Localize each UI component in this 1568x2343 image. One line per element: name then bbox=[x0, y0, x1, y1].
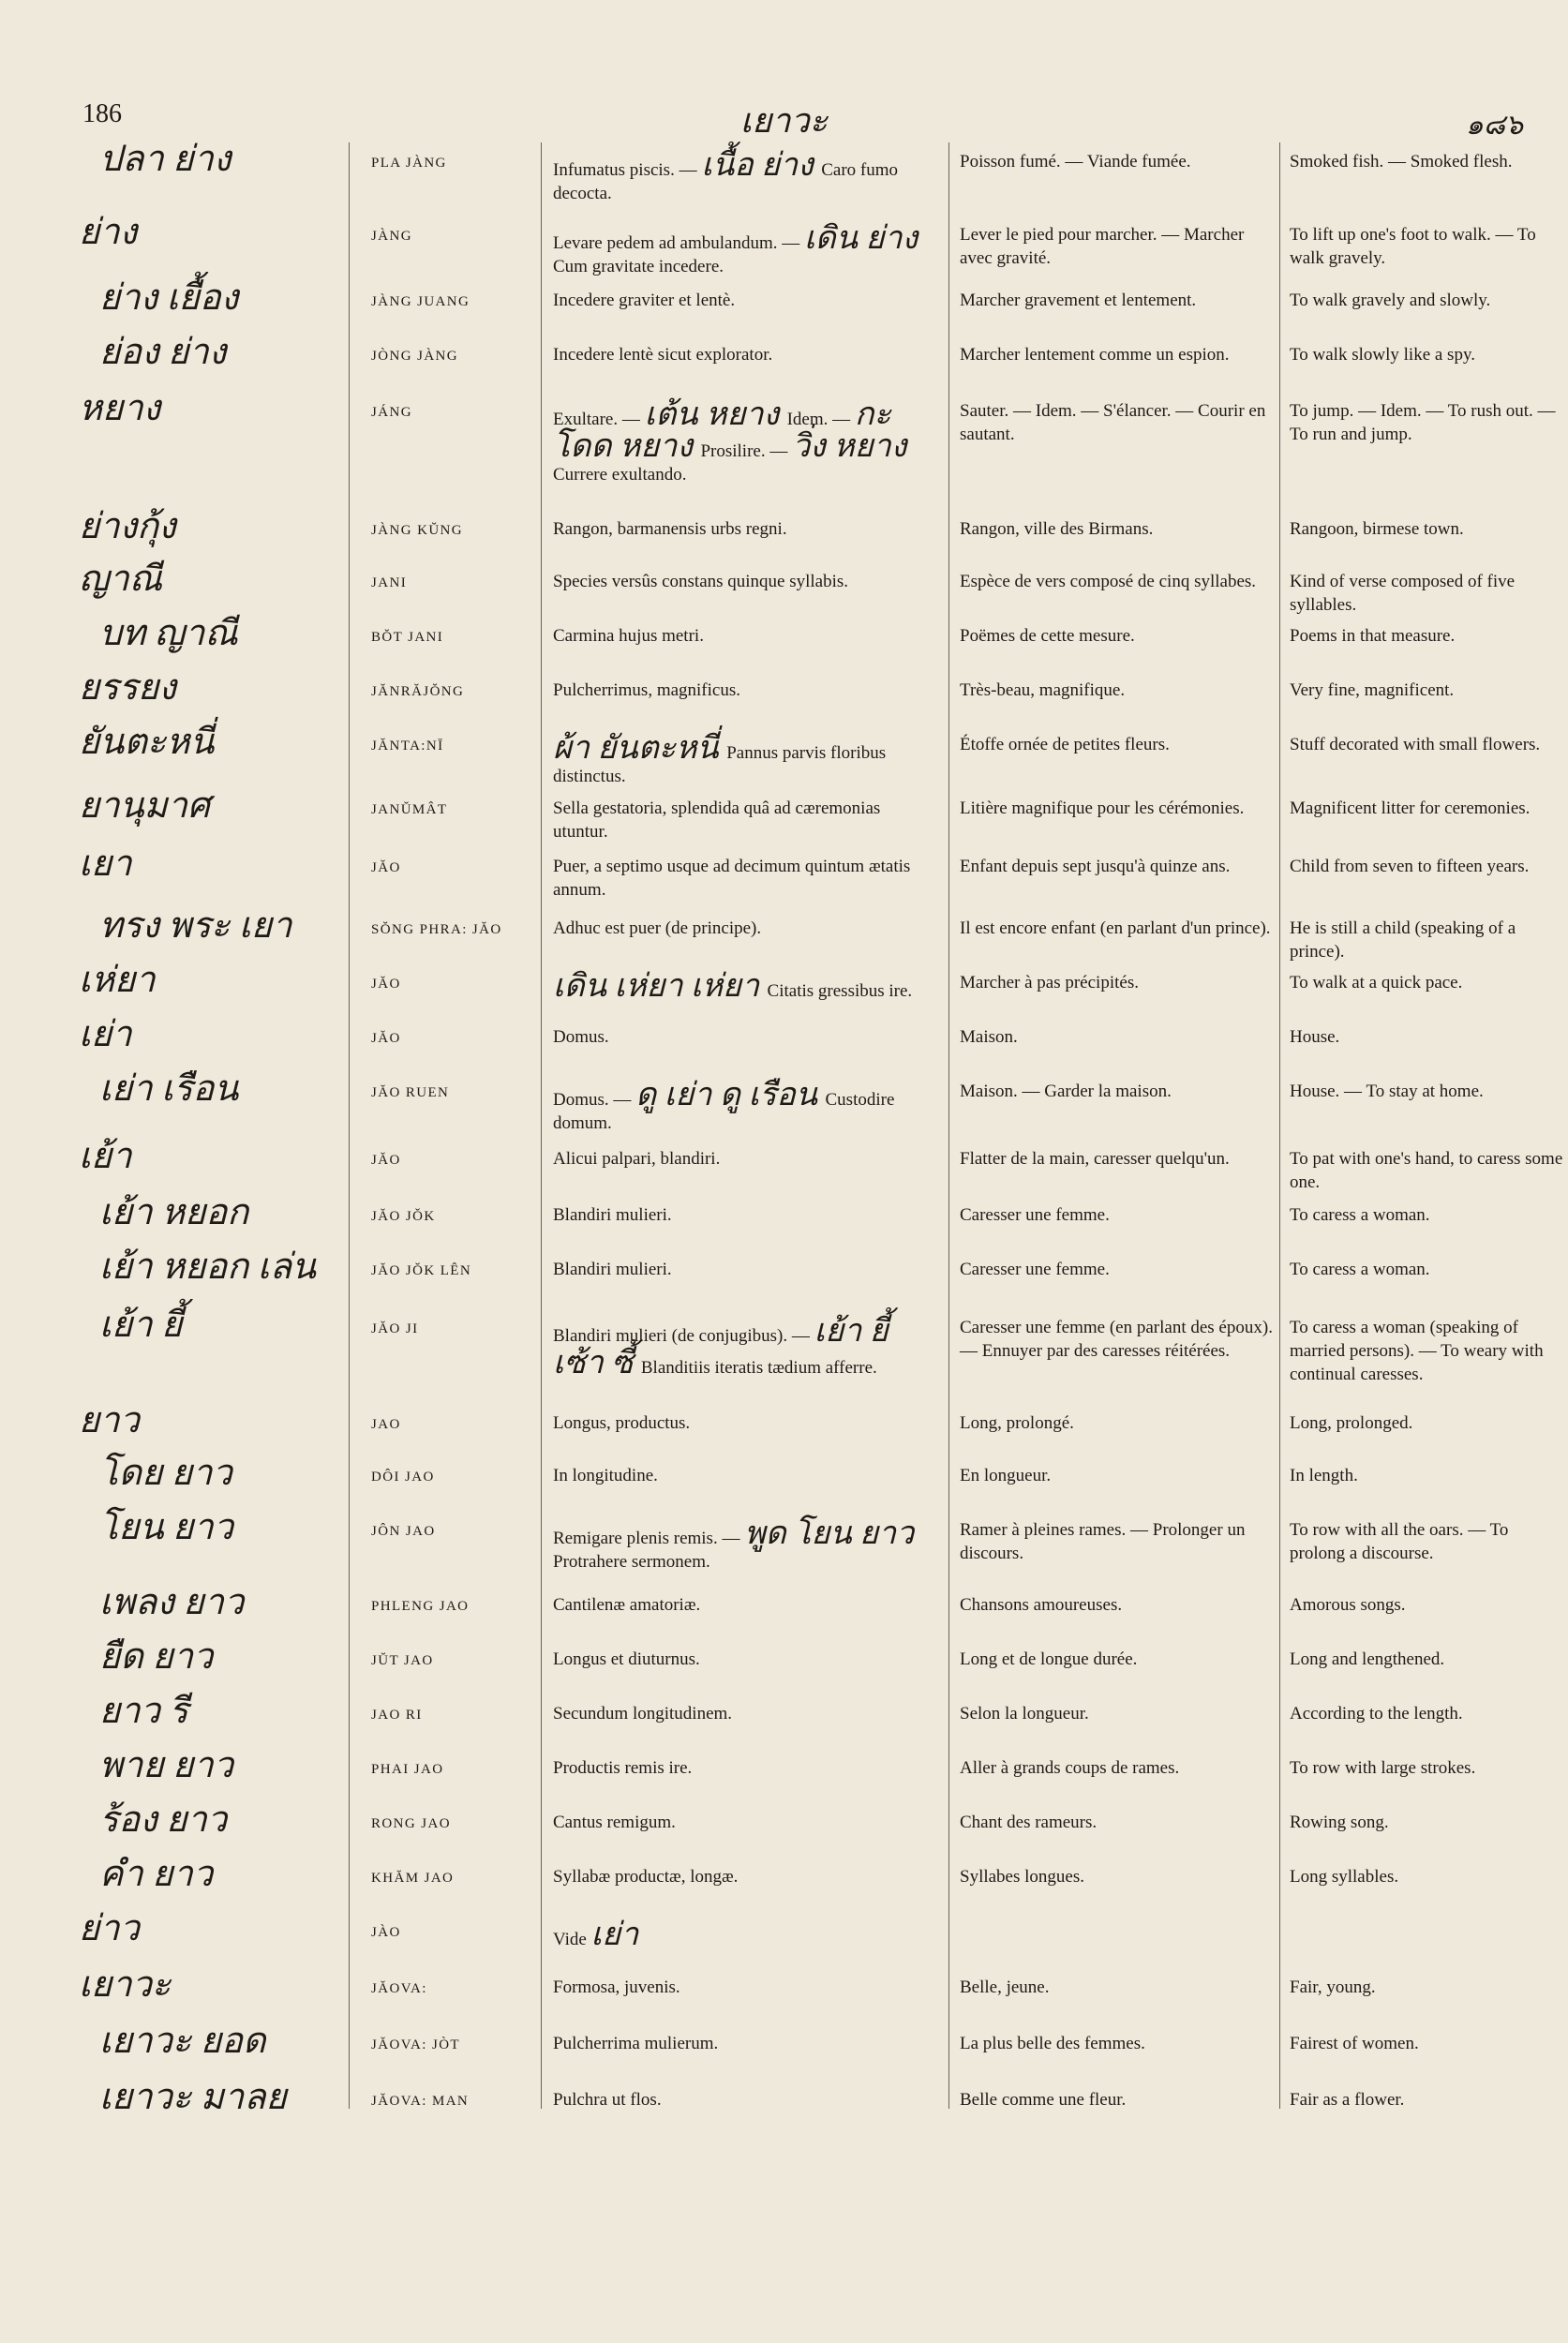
entry-french: En longueur. bbox=[960, 1466, 1052, 1485]
entry-latin: Rangon, barmanensis urbs regni. bbox=[553, 519, 787, 539]
entry-latin: Pulchra ut flos. bbox=[553, 2090, 662, 2110]
entry-latin: Secundum longitudinem. bbox=[553, 1704, 733, 1724]
entry-romanization: JAO RI bbox=[371, 1708, 423, 1723]
entry-latin: Puer, a septimo usque ad decimum quintum ætatis annum. bbox=[553, 857, 911, 900]
entry-latin: Remigare plenis remis. — พูด โยน ยาว Protrahere sermonem. bbox=[553, 1516, 915, 1572]
entry-romanization: JĂO JŎK LÊN bbox=[371, 1263, 472, 1278]
entry-headword: โดย ยาว bbox=[99, 1454, 232, 1493]
entry-english: To walk gravely and slowly. bbox=[1290, 291, 1491, 310]
entry-english: Rangoon, birmese town. bbox=[1290, 519, 1464, 539]
entry-romanization: JÀNG KŬNG bbox=[371, 523, 464, 538]
entry-english: To caress a woman. bbox=[1290, 1205, 1430, 1225]
entry-romanization: KHĂM JAO bbox=[371, 1871, 455, 1886]
inline-thai-word: วิ่ง หยาง bbox=[792, 429, 907, 464]
entry-french: Caresser une femme. bbox=[960, 1260, 1110, 1279]
entry-headword: ย่างกุ้ง bbox=[79, 507, 176, 546]
entry-french: Caresser une femme. bbox=[960, 1205, 1110, 1225]
entry-romanization: JANI bbox=[371, 575, 408, 590]
entry-french: Marcher gravement et lentement. bbox=[960, 291, 1197, 310]
entry-english: Child from seven to fifteen years. bbox=[1290, 857, 1530, 876]
entry-headword: เยาวะ bbox=[79, 1965, 172, 2005]
inline-thai-word: เย้า ยี้ เซ้า ซี้ bbox=[553, 1314, 889, 1380]
entry-english: To row with large strokes. bbox=[1290, 1758, 1476, 1778]
entry-french: Enfant depuis sept jusqu'à quinze ans. bbox=[960, 857, 1231, 876]
entry-headword: เย้า หยอก bbox=[99, 1193, 249, 1232]
entry-english: To lift up one's foot to walk. — To walk gravely. bbox=[1290, 225, 1536, 268]
entry-french: Étoffe ornée de petites fleurs. bbox=[960, 735, 1170, 754]
entry-romanization: JĂO bbox=[371, 977, 401, 992]
entry-headword: ทรง พระ เยา bbox=[99, 906, 292, 946]
entry-headword: โยน ยาว bbox=[99, 1508, 234, 1547]
entry-romanization: JĂNTA:NĪ bbox=[371, 739, 444, 754]
entry-french: Maison. — Garder la maison. bbox=[960, 1082, 1172, 1101]
entry-french: Selon la longueur. bbox=[960, 1704, 1089, 1724]
entry-headword: เห่ยา bbox=[79, 961, 156, 1000]
entry-english: To caress a woman (speaking of married persons). — To weary with continual caresses. bbox=[1290, 1318, 1544, 1384]
entry-romanization: JÀO bbox=[371, 1925, 401, 1940]
entry-romanization: JĂO JI bbox=[371, 1321, 419, 1336]
entry-latin: Vide เย่า bbox=[553, 1918, 639, 1952]
entry-headword: เยาวะ ยอด bbox=[99, 2022, 266, 2061]
entry-french: Belle comme une fleur. bbox=[960, 2090, 1127, 2110]
entry-french: Flatter de la main, caresser quelqu'un. bbox=[960, 1149, 1230, 1169]
entry-latin: Syllabæ productæ, longæ. bbox=[553, 1867, 739, 1887]
entry-headword: ยันตะหนี่ bbox=[79, 723, 215, 762]
entry-headword: ยรรยง bbox=[79, 668, 176, 708]
entry-english: He is still a child (speaking of a prince). bbox=[1290, 918, 1516, 962]
entry-latin: Longus et diuturnus. bbox=[553, 1649, 700, 1669]
entry-latin: Exultare. — เต้น หยาง Idem. — กะโดด หยาง Prosilire. — วิ่ง หยาง Currere exultando. bbox=[553, 397, 907, 485]
entry-romanization: DÔI JAO bbox=[371, 1470, 435, 1485]
entry-latin: Productis remis ire. bbox=[553, 1758, 693, 1778]
entry-headword: พาย ยาว bbox=[99, 1746, 234, 1785]
entry-latin: Cantilenæ amatoriæ. bbox=[553, 1595, 701, 1615]
entry-latin: Cantus remigum. bbox=[553, 1813, 676, 1832]
entry-english: In length. bbox=[1290, 1466, 1358, 1485]
entry-latin: Incedere lentè sicut explorator. bbox=[553, 345, 773, 365]
inline-thai-word: เดิน เห่ยา เห่ยา bbox=[553, 969, 768, 1004]
entry-romanization: PLA JÀNG bbox=[371, 156, 447, 171]
entry-latin: Pulcherrimus, magnificus. bbox=[553, 680, 740, 700]
entry-french: Marcher à pas précipités. bbox=[960, 973, 1139, 992]
column-rule bbox=[349, 142, 350, 2109]
entry-english: To walk at a quick pace. bbox=[1290, 973, 1463, 992]
entry-french: Très-beau, magnifique. bbox=[960, 680, 1126, 700]
entry-english: Long and lengthened. bbox=[1290, 1649, 1445, 1669]
entry-latin: Longus, productus. bbox=[553, 1413, 691, 1433]
entry-english: Rowing song. bbox=[1290, 1813, 1389, 1832]
entry-romanization: JĂO JŎK bbox=[371, 1209, 436, 1224]
entry-romanization: JĂO bbox=[371, 1031, 401, 1046]
entry-romanization: JAO bbox=[371, 1417, 401, 1432]
entry-headword: ย่าง เยื้อง bbox=[99, 278, 239, 318]
entry-headword: ยานุมาศ bbox=[79, 786, 211, 826]
thai-page-number: ๑๘๖ bbox=[1465, 110, 1523, 141]
column-rule bbox=[1279, 142, 1280, 2109]
entry-french: Aller à grands coups de rames. bbox=[960, 1758, 1180, 1778]
inline-thai-word: พูด โยน ยาว bbox=[744, 1516, 915, 1551]
entry-headword: ปลา ย่าง bbox=[99, 140, 231, 179]
entry-english: Amorous songs. bbox=[1290, 1595, 1406, 1615]
entry-headword: เย้า หยอก เล่น bbox=[99, 1247, 316, 1287]
entry-english: Smoked fish. — Smoked flesh. bbox=[1290, 152, 1513, 172]
entry-romanization: JÔN JAO bbox=[371, 1524, 436, 1539]
entry-headword: เยาวะ มาลย bbox=[99, 2078, 287, 2117]
entry-latin: Pulcherrima mulierum. bbox=[553, 2034, 719, 2053]
entry-headword: ย่าว bbox=[79, 1909, 140, 1948]
entry-english: Fair, young. bbox=[1290, 1977, 1376, 1997]
entry-english: Long syllables. bbox=[1290, 1867, 1399, 1887]
inline-thai-word: เย่า bbox=[590, 1918, 639, 1952]
entry-headword: เย่า เรือน bbox=[99, 1069, 239, 1109]
inline-thai-word: เนื้อ ย่าง bbox=[701, 148, 822, 183]
entry-headword: เย้า ยี้ bbox=[99, 1306, 183, 1345]
entry-french: Chant des rameurs. bbox=[960, 1813, 1098, 1832]
entry-romanization: JÀNG bbox=[371, 229, 412, 244]
entry-english: Kind of verse composed of five syllables. bbox=[1290, 572, 1516, 615]
entry-french: Syllabes longues. bbox=[960, 1867, 1084, 1887]
entry-romanization: JŬT JAO bbox=[371, 1653, 434, 1668]
entry-romanization: PHAI JAO bbox=[371, 1762, 444, 1777]
page-header bbox=[0, 94, 1568, 141]
entry-headword: ย่อง ย่าง bbox=[99, 333, 227, 372]
entry-romanization: JĂO bbox=[371, 1153, 401, 1168]
inline-thai-word: เดิน ย่าง bbox=[804, 221, 918, 256]
entry-english: To pat with one's hand, to caress some one. bbox=[1290, 1149, 1563, 1192]
entry-french: Il est encore enfant (en parlant d'un prince). bbox=[960, 918, 1271, 938]
entry-romanization: JÀNG JUANG bbox=[371, 294, 470, 309]
entry-headword: ยืด ยาว bbox=[99, 1637, 214, 1677]
entry-french: La plus belle des femmes. bbox=[960, 2034, 1145, 2053]
entry-french: Chansons amoureuses. bbox=[960, 1595, 1123, 1615]
entry-latin: Domus. bbox=[553, 1027, 609, 1047]
entry-romanization: JĂO bbox=[371, 860, 401, 875]
entry-english: Fairest of women. bbox=[1290, 2034, 1419, 2053]
entry-headword: เพลง ยาว bbox=[99, 1583, 245, 1622]
entry-latin: Infumatus piscis. — เนื้อ ย่าง Caro fumo decocta. bbox=[553, 148, 899, 203]
entry-french: Espèce de vers composé de cinq syllabes. bbox=[960, 572, 1257, 591]
entry-french: Long et de longue durée. bbox=[960, 1649, 1138, 1669]
entry-english: Stuff decorated with small flowers. bbox=[1290, 735, 1541, 754]
entry-french: Caresser une femme (en parlant des époux). — Ennuyer par des caresses réitérées. bbox=[960, 1318, 1273, 1361]
entry-english: To jump. — Idem. — To rush out. — To run and jump. bbox=[1290, 401, 1556, 444]
entry-english: To caress a woman. bbox=[1290, 1260, 1430, 1279]
entry-romanization: SŎNG PHRA: JĂO bbox=[371, 922, 502, 937]
entry-latin: Formosa, juvenis. bbox=[553, 1977, 680, 1997]
entry-latin: Levare pedem ad ambulandum. — เดิน ย่าง Cum gravitate incedere. bbox=[553, 221, 918, 276]
inline-thai-word: เต้น หยาง bbox=[644, 397, 787, 432]
entry-french: Poisson fumé. — Viande fumée. bbox=[960, 152, 1191, 172]
inline-thai-word: ผ้า ยันตะหนี่ bbox=[553, 731, 727, 766]
entry-french: Long, prolongé. bbox=[960, 1413, 1074, 1433]
entry-latin: Blandiri mulieri. bbox=[553, 1260, 672, 1279]
entry-english: Magnificent litter for ceremonies. bbox=[1290, 798, 1531, 818]
inline-thai-word: ดู เย่า ดู เรือน bbox=[635, 1078, 826, 1112]
entry-english: House. — To stay at home. bbox=[1290, 1082, 1484, 1101]
entry-latin: เดิน เห่ยา เห่ยา Citatis gressibus ire. bbox=[553, 969, 913, 1004]
entry-english: Poems in that measure. bbox=[1290, 626, 1456, 646]
entry-english: House. bbox=[1290, 1027, 1340, 1047]
entry-latin: Adhuc est puer (de principe). bbox=[553, 918, 762, 938]
column-rule bbox=[541, 142, 542, 2109]
entry-latin: Sella gestatoria, splendida quâ ad cæremonias utuntur. bbox=[553, 798, 881, 842]
entry-french: Rangon, ville des Birmans. bbox=[960, 519, 1154, 539]
entry-romanization: JÒNG JÀNG bbox=[371, 349, 459, 364]
entry-headword: คำ ยาว bbox=[99, 1855, 214, 1894]
entry-french: Poëmes de cette mesure. bbox=[960, 626, 1135, 646]
entry-french: Sauter. — Idem. — S'élancer. — Courir en sautant. bbox=[960, 401, 1266, 444]
inline-thai-word: กะโดด หยาง bbox=[553, 397, 891, 464]
entry-latin: Alicui palpari, blandiri. bbox=[553, 1149, 721, 1169]
entry-english: To row with all the oars. — To prolong a discourse. bbox=[1290, 1520, 1509, 1563]
entry-romanization: RONG JAO bbox=[371, 1816, 451, 1831]
entry-french: Marcher lentement comme un espion. bbox=[960, 345, 1230, 365]
entry-french: Maison. bbox=[960, 1027, 1018, 1047]
entry-headword: ญาณี bbox=[79, 560, 162, 599]
entry-latin: Domus. — ดู เย่า ดู เรือน Custodire domum. bbox=[553, 1078, 895, 1133]
entry-headword: ยาว bbox=[79, 1401, 140, 1440]
entry-english: Long, prolonged. bbox=[1290, 1413, 1413, 1433]
page-number: 186 bbox=[82, 99, 122, 128]
entry-french: Lever le pied pour marcher. — Marcher avec gravité. bbox=[960, 225, 1245, 268]
entry-headword: เย้า bbox=[79, 1137, 132, 1176]
entry-latin: In longitudine. bbox=[553, 1466, 658, 1485]
entry-romanization: BŎT JANI bbox=[371, 630, 444, 645]
entry-romanization: JĂOVA: JÒT bbox=[371, 2037, 460, 2052]
entry-english: Fair as a flower. bbox=[1290, 2090, 1405, 2110]
column-rule bbox=[948, 142, 949, 2109]
entry-romanization: PHLENG JAO bbox=[371, 1599, 470, 1614]
entry-latin: Species versûs constans quinque syllabis. bbox=[553, 572, 849, 591]
entry-headword: บท ญาณี bbox=[99, 614, 238, 653]
entry-english: Very fine, magnificent. bbox=[1290, 680, 1455, 700]
running-head: เยาวะ bbox=[739, 102, 829, 140]
entry-headword: ยาว รี bbox=[99, 1692, 188, 1731]
entry-headword: ย่าง bbox=[79, 213, 138, 252]
entry-latin: Blandiri mulieri. bbox=[553, 1205, 672, 1225]
entry-romanization: JĂOVA: MAN bbox=[371, 2094, 470, 2109]
entry-headword: ร้อง ยาว bbox=[99, 1800, 228, 1840]
entry-english: According to the length. bbox=[1290, 1704, 1463, 1724]
entry-english: To walk slowly like a spy. bbox=[1290, 345, 1475, 365]
entry-headword: เย่า bbox=[79, 1015, 132, 1054]
entry-latin: Carmina hujus metri. bbox=[553, 626, 704, 646]
entry-latin: ผ้า ยันตะหนี่ Pannus parvis floribus distinctus. bbox=[553, 731, 887, 786]
entry-romanization: JĂNRĂJŎNG bbox=[371, 684, 465, 699]
entry-romanization: JĂOVA: bbox=[371, 1981, 427, 1996]
entry-latin: Incedere graviter et lentè. bbox=[553, 291, 736, 310]
entry-french: Ramer à pleines rames. — Prolonger un discours. bbox=[960, 1520, 1246, 1563]
entry-latin: Blandiri mulieri (de conjugibus). — เย้า ยี้ เซ้า ซี้ Blanditiis iteratis tædium afferre. bbox=[553, 1314, 889, 1380]
entry-romanization: JÁNG bbox=[371, 405, 412, 420]
entry-headword: เยา bbox=[79, 844, 132, 884]
entry-headword: หยาง bbox=[79, 389, 161, 428]
entry-french: Litière magnifique pour les cérémonies. bbox=[960, 798, 1245, 818]
entry-french: Belle, jeune. bbox=[960, 1977, 1050, 1997]
entry-romanization: JĂO RUEN bbox=[371, 1085, 450, 1100]
entry-romanization: JANŬMÂT bbox=[371, 802, 448, 817]
